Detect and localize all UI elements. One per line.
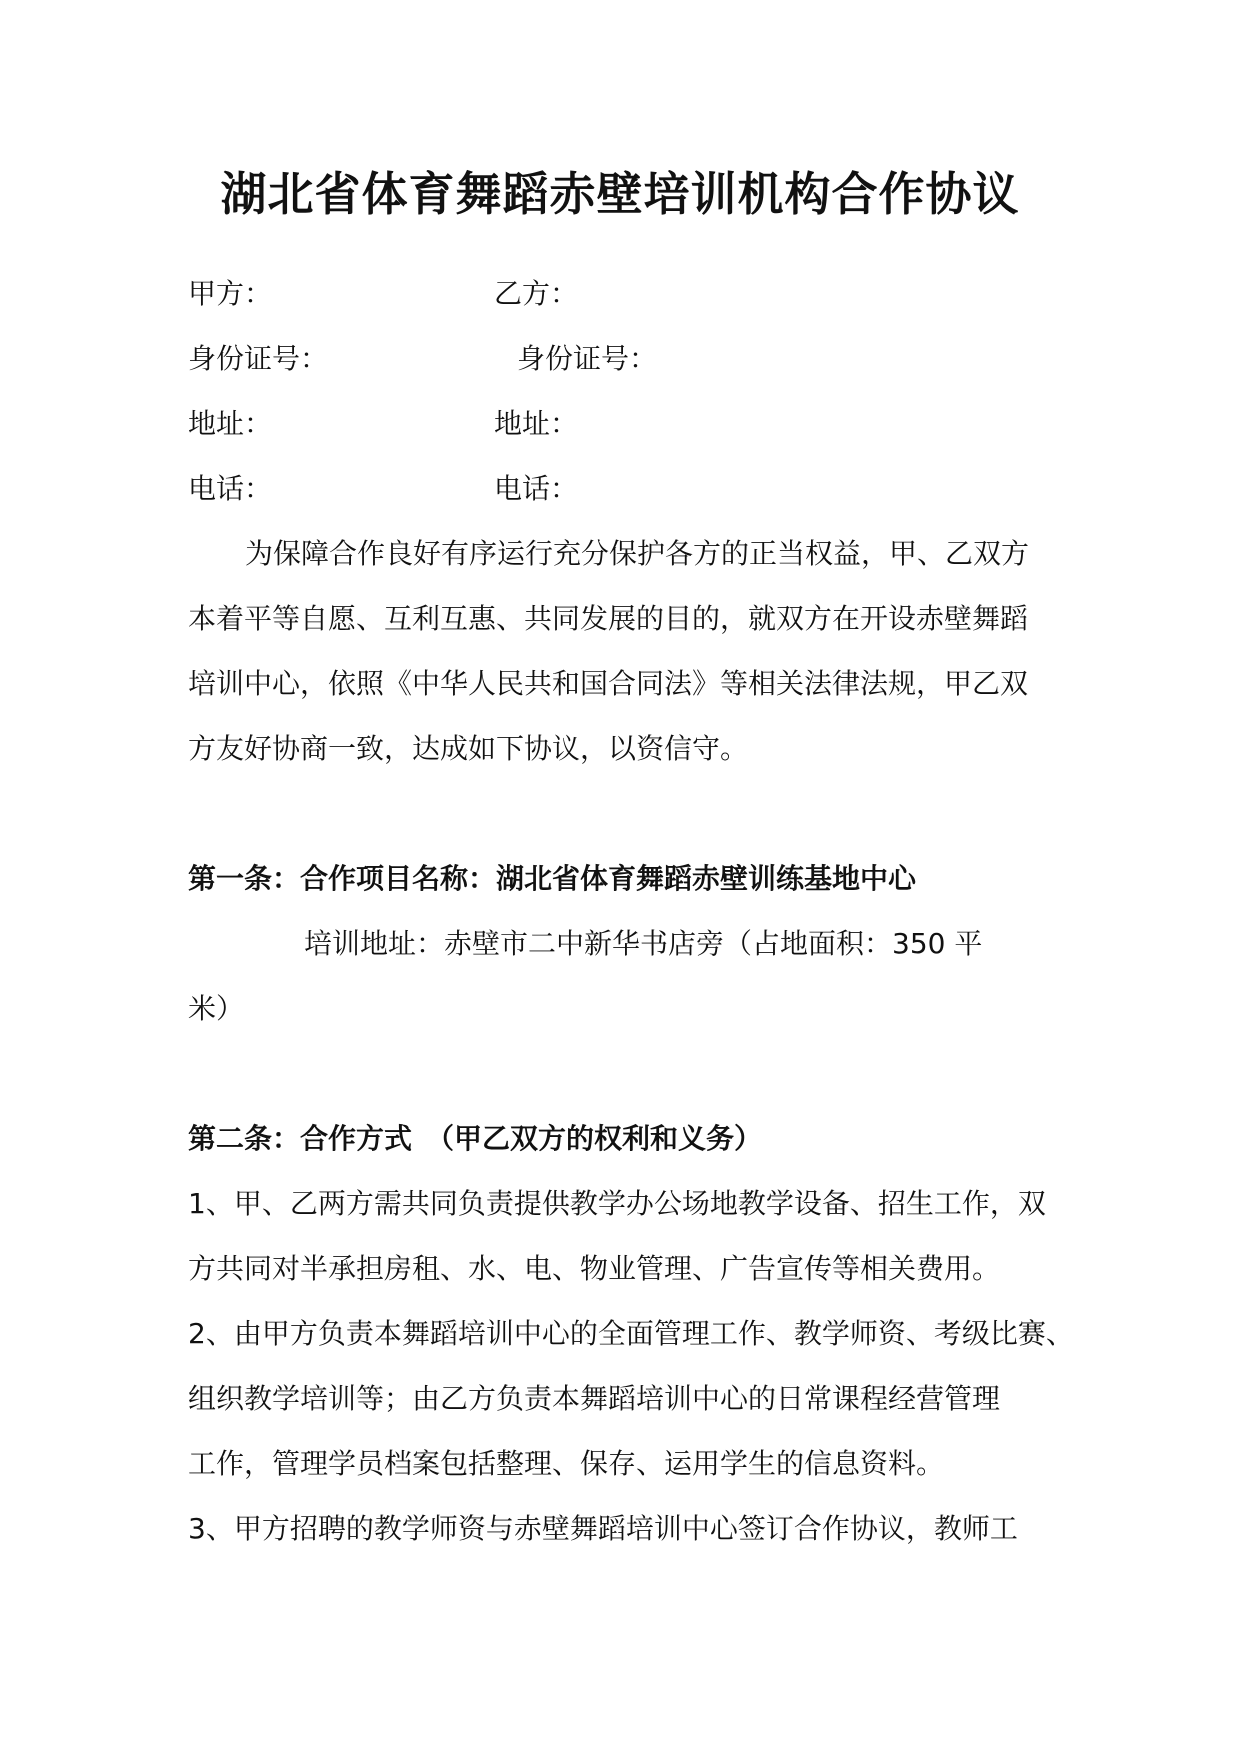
id-a-label: 身份证号： — [188, 342, 329, 375]
address-a-label: 地址： — [188, 407, 273, 440]
article-2-line: 2、由甲方负责本舞蹈培训中心的全面管理工作、教学师资、考级比赛、 — [188, 1317, 1074, 1350]
article-1-line: 米） — [188, 992, 245, 1025]
article-2-line: 1、甲、乙两方需共同负责提供教学办公场地教学设备、招生工作，双 — [188, 1187, 1046, 1220]
article-2-line: 方共同对半承担房租、水、电、物业管理、广告宣传等相关费用。 — [188, 1252, 1001, 1285]
article-2-line: 3、甲方招聘的教学师资与赤壁舞蹈培训中心签订合作协议，教师工 — [188, 1512, 1018, 1545]
preamble-line: 方友好协商一致，达成如下协议，以资信守。 — [188, 732, 749, 765]
party-a-label: 甲方： — [188, 277, 273, 310]
address-b-label: 地址： — [494, 407, 579, 440]
document-title: 湖北省体育舞蹈赤壁培训机构合作协议 — [220, 167, 1020, 221]
preamble-line: 培训中心，依照《中华人民共和国合同法》等相关法律法规，甲乙双 — [188, 667, 1029, 700]
preamble-line: 本着平等自愿、互利互惠、共同发展的目的，就双方在开设赤壁舞蹈 — [188, 602, 1029, 635]
phone-a-label: 电话： — [188, 472, 273, 505]
preamble-line: 为保障合作良好有序运行充分保护各方的正当权益，甲、乙双方 — [245, 537, 1030, 570]
id-b-label: 身份证号： — [517, 342, 658, 375]
party-b-label: 乙方： — [494, 277, 579, 310]
article-1-line: 培训地址：赤壁市二中新华书店旁（占地面积：350 平 — [304, 927, 983, 960]
article-2-line: 工作，管理学员档案包括整理、保存、运用学生的信息资料。 — [188, 1447, 945, 1480]
article-2-heading: 第二条：合作方式 （甲乙双方的权利和义务） — [188, 1122, 763, 1155]
article-1-heading: 第一条：合作项目名称：湖北省体育舞蹈赤壁训练基地中心 — [188, 862, 917, 895]
phone-b-label: 电话： — [494, 472, 579, 505]
article-2-line: 组织教学培训等；由乙方负责本舞蹈培训中心的日常课程经营管理 — [188, 1382, 1001, 1415]
